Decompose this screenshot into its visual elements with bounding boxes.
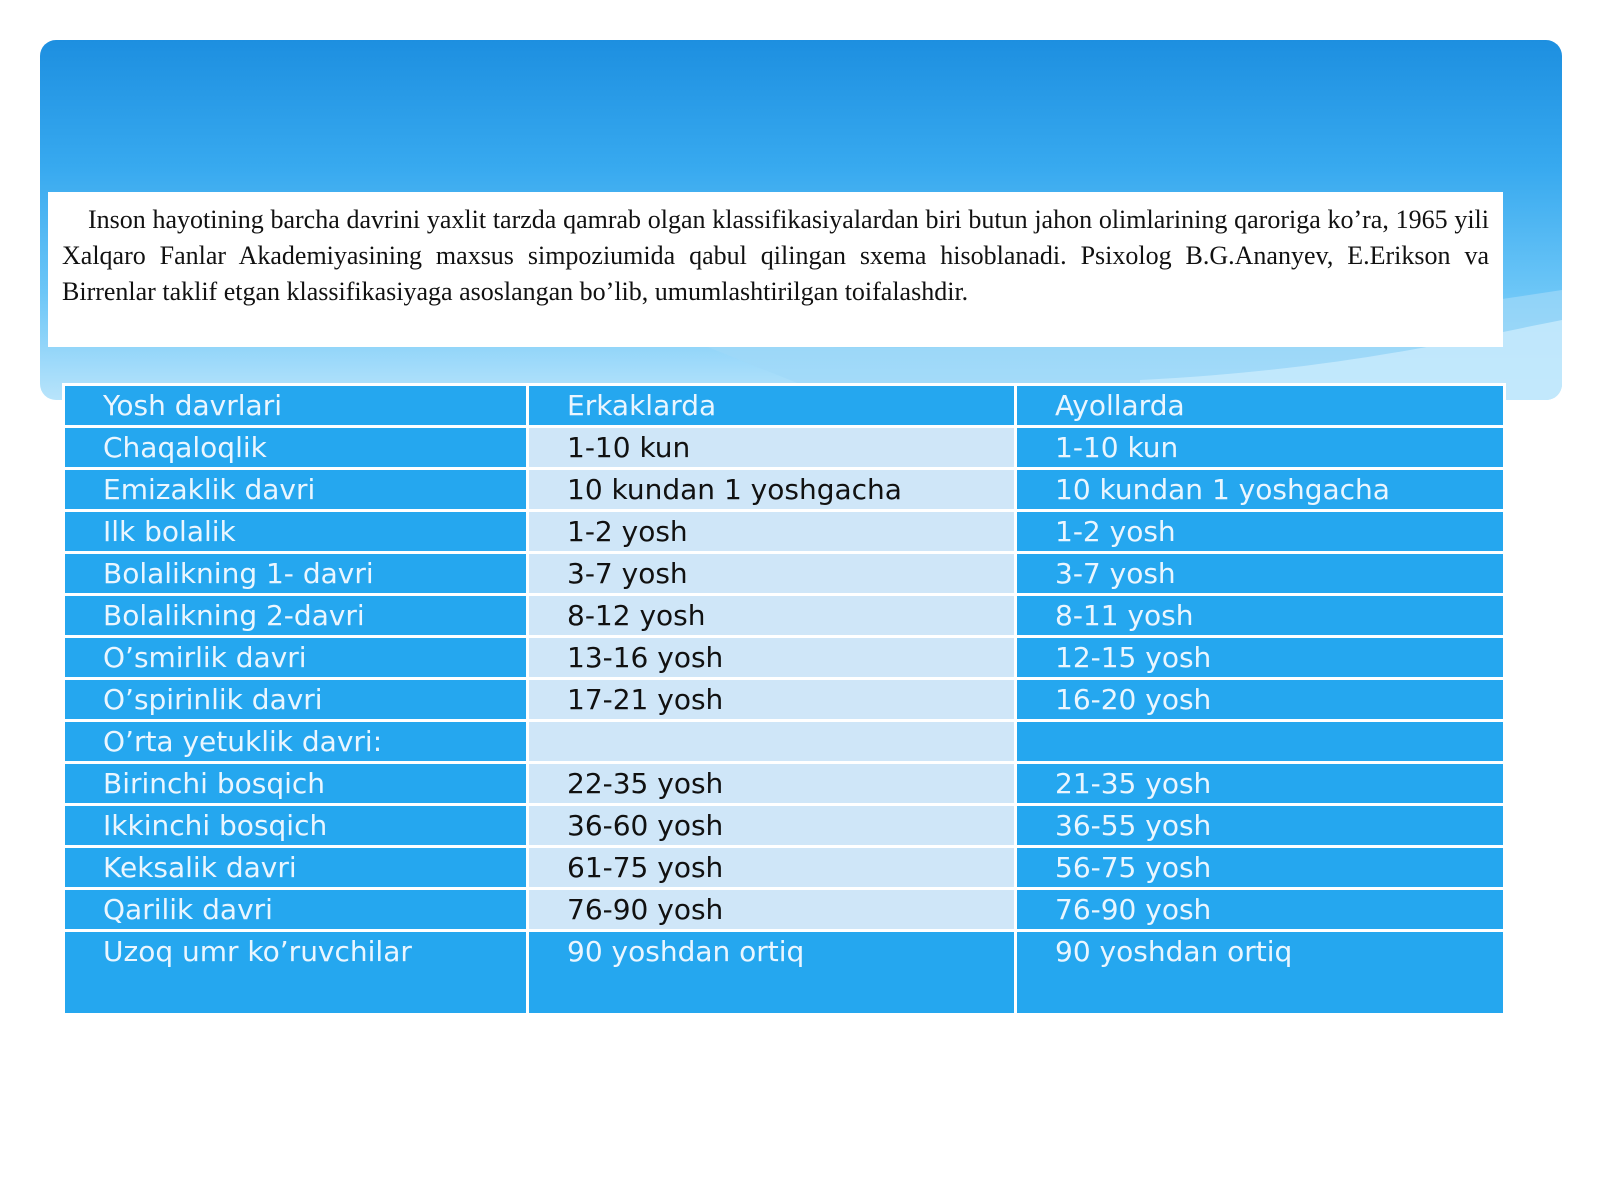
- table-row: [64, 889, 1505, 931]
- women-range: 3-7 yosh: [1016, 553, 1505, 595]
- men-range: 61-75 yosh: [528, 847, 1016, 889]
- table-row: [64, 553, 1505, 595]
- men-range: 1-2 yosh: [528, 511, 1016, 553]
- header-men: Erkaklarda: [528, 385, 1016, 427]
- men-range: [528, 721, 1016, 763]
- women-range: 16-20 yosh: [1016, 679, 1505, 721]
- women-range: 76-90 yosh: [1016, 889, 1505, 931]
- table-row: [64, 931, 1505, 1015]
- table-row: [64, 721, 1505, 763]
- table-header-row: [64, 385, 1505, 427]
- table-row: [64, 595, 1505, 637]
- age-periods-table: [62, 383, 1506, 1016]
- period-name: Bolalikning 1- davri: [64, 553, 528, 595]
- period-name: Bolalikning 2-davri: [64, 595, 528, 637]
- period-name: Uzoq umr ko’ruvchilar: [64, 931, 528, 1015]
- women-range: 56-75 yosh: [1016, 847, 1505, 889]
- women-range: [1016, 721, 1505, 763]
- women-range: 21-35 yosh: [1016, 763, 1505, 805]
- period-name: O’spirinlik davri: [64, 679, 528, 721]
- table-row: [64, 847, 1505, 889]
- period-name: Ikkinchi bosqich: [64, 805, 528, 847]
- table-row: [64, 637, 1505, 679]
- men-range: 36-60 yosh: [528, 805, 1016, 847]
- men-range: 10 kundan 1 yoshgacha: [528, 469, 1016, 511]
- women-range: 36-55 yosh: [1016, 805, 1505, 847]
- table-row: [64, 805, 1505, 847]
- period-name: O’smirlik davri: [64, 637, 528, 679]
- women-range: 8-11 yosh: [1016, 595, 1505, 637]
- men-range: 13-16 yosh: [528, 637, 1016, 679]
- intro-paragraph: Inson hayotining barcha davrini yaxlit tarzda qamrab olgan klassifikasiyalardan biri butun jahon olimlarining qaroriga ko’ra, 1965 yili Xalqaro Fanlar Akademiyasining maxsus simpoziumida qabul qilingan sxema hisoblanadi. Psixolog B.G.Ananyev, E.Erikson va Birrenlar taklif etgan klassifikasiyaga asoslangan bo’lib, umumlashtirilgan toifalashdir.: [62, 205, 1489, 306]
- period-name: Ilk bolalik: [64, 511, 528, 553]
- intro-text-box: [48, 192, 1503, 347]
- table-row: [64, 427, 1505, 469]
- period-name: Chaqaloqlik: [64, 427, 528, 469]
- period-name: Qarilik davri: [64, 889, 528, 931]
- men-range: 1-10 kun: [528, 427, 1016, 469]
- women-range: 1-2 yosh: [1016, 511, 1505, 553]
- men-range: 22-35 yosh: [528, 763, 1016, 805]
- women-range: 10 kundan 1 yoshgacha: [1016, 469, 1505, 511]
- period-name: Emizaklik davri: [64, 469, 528, 511]
- men-range: 3-7 yosh: [528, 553, 1016, 595]
- men-range: 17-21 yosh: [528, 679, 1016, 721]
- table-row: [64, 679, 1505, 721]
- table-row: [64, 511, 1505, 553]
- header-women: Ayollarda: [1016, 385, 1505, 427]
- men-range: 8-12 yosh: [528, 595, 1016, 637]
- women-range: 1-10 kun: [1016, 427, 1505, 469]
- women-range: 90 yoshdan ortiq: [1016, 931, 1505, 1015]
- men-range: 76-90 yosh: [528, 889, 1016, 931]
- table-row: [64, 763, 1505, 805]
- header-age-periods: Yosh davrlari: [64, 385, 528, 427]
- period-name: O’rta yetuklik davri:: [64, 721, 528, 763]
- women-range: 12-15 yosh: [1016, 637, 1505, 679]
- men-range: 90 yoshdan ortiq: [528, 931, 1016, 1015]
- period-name: Birinchi bosqich: [64, 763, 528, 805]
- table-row: [64, 469, 1505, 511]
- period-name: Keksalik davri: [64, 847, 528, 889]
